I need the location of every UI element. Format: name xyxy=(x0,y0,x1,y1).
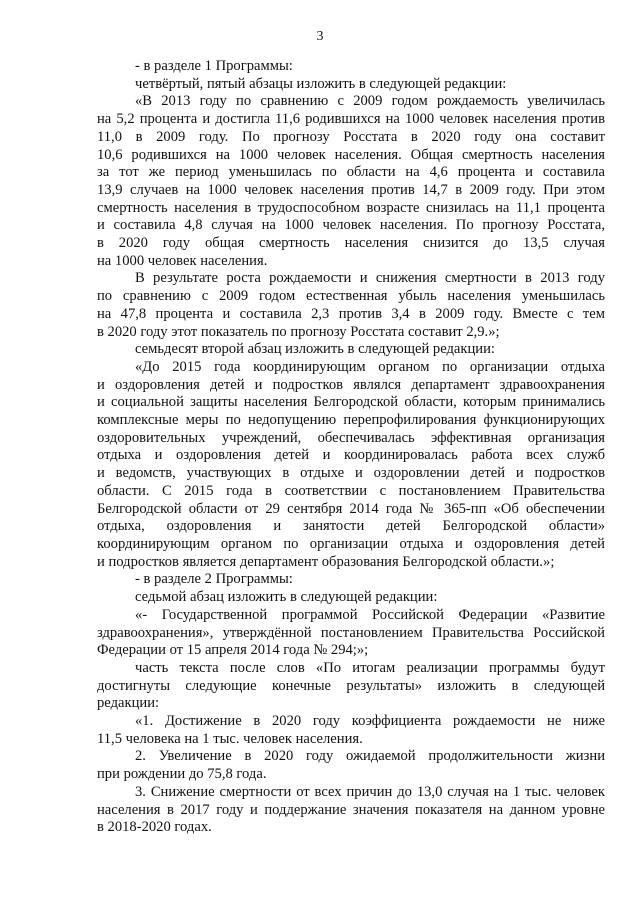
text-line: при рождении до 75,8 года. xyxy=(97,766,267,783)
text-line: и составила 4,8 случая на 1000 человек населения. По прогнозу Росстата, xyxy=(97,217,605,234)
text-line: 2. Увеличение в 2020 году ожидаемой продолжительности жизни xyxy=(135,748,605,765)
text-line: здравоохранения», утверждённой постановлением Правительства Российской xyxy=(97,624,605,641)
text-line: на 1000 человек населения. xyxy=(97,252,268,269)
text-line: 11,5 человека на 1 тыс. человек населения. xyxy=(97,730,363,747)
text-line: оздоровительных учреждений, обеспечивалась эффективная организация xyxy=(97,429,605,446)
text-line: отдыха и оздоровления детей и координировалась работа всех служб xyxy=(97,447,605,464)
text-line: в 2020 году общая смертность населения снизится до 13,5 случая xyxy=(97,235,605,252)
text-line: «До 2015 года координирующим органом по организации отдыха xyxy=(135,358,605,375)
text-line: и подростков является департамент образования Белгородской области.»; xyxy=(97,553,555,570)
text-line: 11,0 в 2009 году. По прогнозу Росстата в 2020 году она составит xyxy=(97,128,605,145)
text-line: В результате роста рождаемости и снижения смертности в 2013 году xyxy=(135,270,605,287)
text-line: - в разделе 1 Программы: xyxy=(135,58,293,74)
text-line: «В 2013 году по сравнению с 2009 годом рождаемость увеличилась xyxy=(135,93,605,110)
text-line: на 5,2 процента и достигла 11,6 родившихся на 1000 человек населения против xyxy=(97,111,605,128)
text-line: в 2018-2020 годах. xyxy=(97,819,212,836)
text-line: за тот же период уменьшилась по области на 4,6 процента и составила xyxy=(97,164,605,181)
text-line: четвёртый, пятый абзацы изложить в следующей редакции: xyxy=(135,75,507,92)
document-body xyxy=(97,58,605,837)
text-line: области. С 2015 года в соответствии с постановлением Правительства xyxy=(97,482,605,499)
text-line: и социальной защиты населения Белгородской области, которым принимались xyxy=(97,394,605,411)
text-line: смертность населения в трудоспособном возрасте снизилась на 11,1 процента xyxy=(97,199,605,216)
text-line: Белгородской области от 29 сентября 2014 года № 365-пп «Об обеспечении xyxy=(97,500,605,517)
text-line: и ведомств, участвующих в отдыхе и оздоровлении детей и подростков xyxy=(97,465,605,482)
text-line: 3. Снижение смертности от всех причин до 13,0 случая на 1 тыс. человек xyxy=(135,783,605,800)
text-line: 13,9 случаев на 1000 человек населения против 14,7 в 2009 году. При этом xyxy=(97,181,605,198)
text-line: достигнуты следующие конечные результаты» изложить в следующей xyxy=(97,677,605,694)
text-line: часть текста после слов «По итогам реализации программы будут xyxy=(135,659,605,676)
text-line: населения в 2017 году и поддержание значения показателя на данном уровне xyxy=(97,801,605,818)
page-number: 3 xyxy=(316,29,324,44)
text-line: - в разделе 2 Программы: xyxy=(135,571,293,588)
text-line: седьмой абзац изложить в следующей редакции: xyxy=(135,589,438,606)
text-line: Федерации от 15 апреля 2014 года № 294;»; xyxy=(97,642,369,659)
text-line: «1. Достижение в 2020 году коэффициента рождаемости не ниже xyxy=(135,713,605,730)
text-line: семьдесят второй абзац изложить в следующей редакции: xyxy=(135,341,495,358)
text-line: по сравнению с 2009 годом естественная убыль населения уменьшилась xyxy=(97,288,605,305)
text-line: 10,6 родившихся на 1000 человек населения. Общая смертность населения xyxy=(97,146,605,163)
text-line: координирующим органом по организации отдыха и оздоровления детей xyxy=(97,535,605,552)
text-line: отдыха, оздоровления и занятости детей Белгородской области» xyxy=(97,518,605,535)
text-line: комплексные меры по недопущению перепрофилирования функционирующих xyxy=(97,412,605,429)
text-line: в 2020 году этот показатель по прогнозу Росстата составит 2,9.»; xyxy=(97,323,500,340)
text-line: на 47,8 процента и составила 2,3 против 3,4 в 2009 году. Вместе с тем xyxy=(97,305,605,322)
text-line: и оздоровления детей и подростков являлся департамент здравоохранения xyxy=(97,376,605,393)
text-line: «- Государственной программой Российской Федерации «Развитие xyxy=(135,606,605,623)
text-line: редакции: xyxy=(97,695,160,712)
